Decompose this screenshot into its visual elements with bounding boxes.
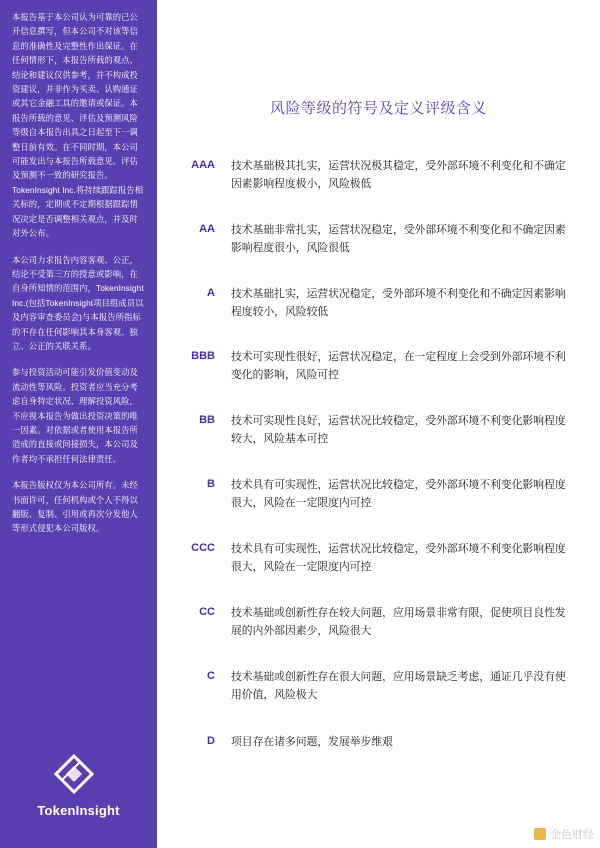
rating-grade: CC — [199, 606, 215, 618]
rating-description: 项目存在诸多问题，发展举步维艰 — [231, 736, 393, 748]
rating-description: 技术具有可实现性，运营状况比较稳定，受外部环境不利变化影响程度很大，风险在一定限度内可控 — [231, 479, 566, 509]
rating-description: 技术基础非常扎实，运营状况稳定，受外部环境不利变化和不确定因素影响程度很小，风险很低 — [231, 224, 566, 254]
watermark-text: 金色财经 — [550, 829, 594, 841]
rating-grade: A — [207, 287, 215, 299]
disclaimer-paragraph: 本报告基于本公司认为可靠的已公开信息撰写，但本公司不对该等信息的准确性及完整性作出保证。在任何情形下，本报告所载的观点、结论和建议仅供参考，并不构成投资建议，并非作为买卖、认购通证或其它金融工具的邀请或保证。本报告所载的意见、评估及预测风险等级自本报告出具之日起至下一调整日前有效。在不同时期，本公司可能发出与本报告所载意见、评估及预测不一致的研究报告。TokenInsight Inc.将持续跟踪报告相关标的，定期或不定期根据跟踪情况决定是否调整相关观点，并及时对外公布。 — [12, 12, 144, 239]
watermark — [534, 826, 594, 842]
rating-grade: AAA — [191, 159, 215, 171]
rating-description: 技术具有可实现性，运营状况比较稳定，受外部环境不利变化影响程度很大，风险在一定限度内可控 — [231, 543, 566, 573]
rating-description: 技术基础或创新性存在很大问题，应用场景缺乏考虑，通证几乎没有使用价值，风险极大 — [231, 671, 566, 701]
disclaimer-paragraph: 本公司力求报告内容客观、公正，结论不受第三方的授意或影响，在自身所知情的范围内，TokenInsight Inc.(包括TokenInsight项目组成员以及内容审查委员会)与本报告所指标的不存在任何影响其本身客观、独立、公正的关联关系。 — [12, 254, 144, 351]
rating-description: 技术基础扎实，运营状况稳定，受外部环境不利变化和不确定因素影响程度较小，风险较低 — [231, 288, 566, 318]
rating-description: 技术可实现性良好，运营状况比较稳定，受外部环境不利变化影响程度较大，风险基本可控 — [231, 415, 566, 445]
rating-grade: BBB — [191, 350, 215, 362]
rating-grade: CCC — [191, 542, 215, 554]
rating-description: 技术基础极其扎实，运营状况极其稳定，受外部环境不利变化和不确定因素影响程度极小，风险极低 — [231, 160, 566, 190]
page-title: 风险等级的符号及定义评级含义 — [269, 100, 487, 117]
rating-description: 技术基础或创新性存在较大问题，应用场景非常有限，促使项目良性发展的内外部因素少，风险很大 — [231, 607, 566, 637]
rating-grade: BB — [199, 414, 215, 426]
rating-grade: C — [207, 670, 215, 682]
main-content — [157, 0, 600, 848]
rating-grade: AA — [199, 223, 215, 235]
rating-grade: D — [207, 735, 215, 747]
rating-description: 技术可实现性很好，运营状况稳定，在一定程度上会受到外部环境不利变化的影响，风险可控 — [231, 351, 566, 381]
disclaimer-text — [12, 10, 146, 548]
rating-grade: B — [207, 478, 215, 490]
logo-text: TokenInsight — [37, 803, 120, 818]
watermark-logo-icon — [534, 828, 546, 840]
disclaimer-sidebar — [0, 0, 157, 848]
disclaimer-paragraph: 参与投资活动可能引发价值变动及流动性等风险。投资者应当充分考虑自身特定状况、理解投资风险，不应视本报告为做出投资决策的唯一因素。对依据或者使用本报告所造成的直接或间接损失，本公司及作者均不承担任何法律责任。 — [12, 367, 138, 464]
disclaimer-paragraph: 本报告版权仅为本公司所有。未经书面许可，任何机构或个人不得以翻版、复制、引用或再次分发他人等形式侵犯本公司版权。 — [12, 480, 138, 534]
tokeninsight-logo-icon — [54, 754, 94, 794]
